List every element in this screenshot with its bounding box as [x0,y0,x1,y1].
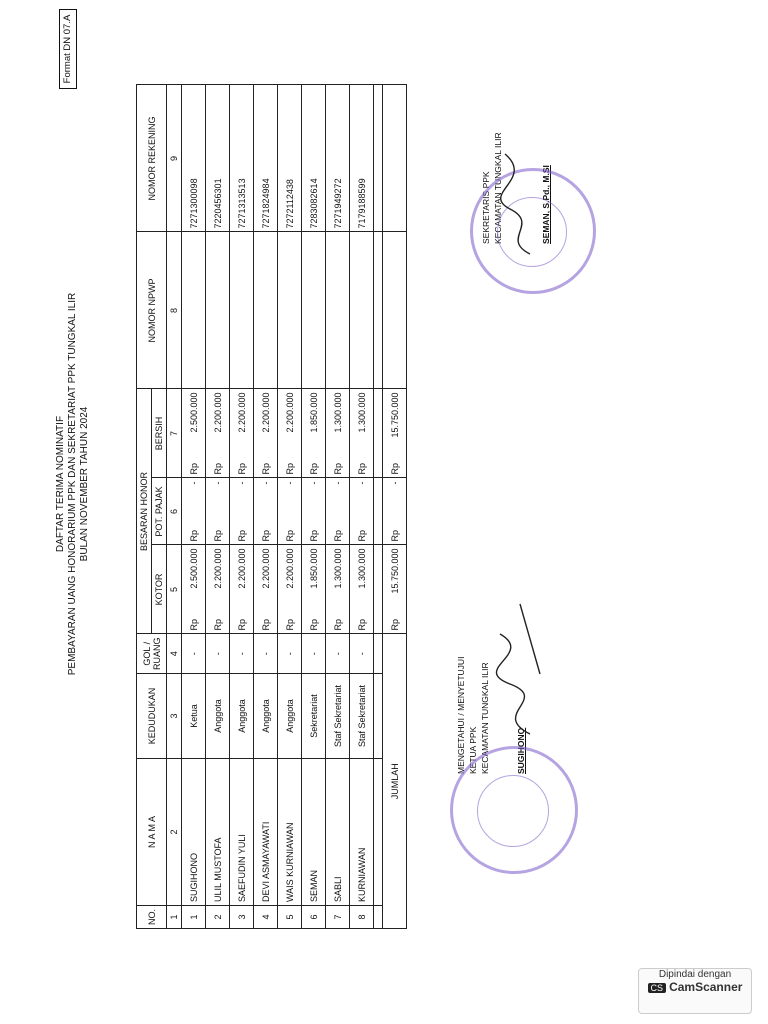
cell-kotor-value: 2.200.000 [284,548,295,589]
spacer-cell [374,478,383,545]
cell-rekening: 7271824984 [254,85,278,232]
cell-pajak [326,478,350,545]
cell-pajak-value: - [284,481,295,485]
cell-bersih [230,389,254,478]
cell-kedudukan: Anggota [230,673,254,758]
stamp-left [450,746,578,874]
cell-bersih [350,389,374,478]
camscanner-badge-icon: CS [648,983,667,993]
cell-pajak-value: - [212,481,223,485]
currency-label: Rp [236,529,247,542]
cell-kotor [206,545,230,634]
cell-kotor [230,545,254,634]
sig-right-line-2: KECAMATAN TUNGKAL ILIR [493,132,503,244]
currency-label: Rp [260,529,271,542]
table-row [350,85,374,929]
cell-kotor-value: 1.300.000 [356,548,367,589]
total-pajak-value: - [389,481,400,485]
cell-pajak-value: - [236,481,247,485]
currency-label: Rp [389,462,400,475]
table-row [182,85,206,929]
spacer-cell [374,85,383,232]
cell-kotor-value: 2.200.000 [236,548,247,589]
column-number: 7 [167,389,182,478]
column-number: 2 [167,758,182,905]
document-title [55,164,91,804]
cell-gol: - [254,634,278,674]
cell-npwp [230,232,254,389]
spacer-cell [374,905,383,928]
currency-label: Rp [188,618,199,631]
table-row [302,85,326,929]
cell-no: 1 [182,905,206,928]
cell-npwp [302,232,326,389]
total-bersih-value: 15.750.000 [389,392,400,438]
sig-right-name: SEMAN, S.Pd., M.SI [541,165,551,244]
currency-label: Rp [284,462,295,475]
cell-pajak-value: - [332,481,343,485]
cell-gol: - [350,634,374,674]
signature-scribble-left [480,574,560,744]
cell-pajak-value: - [308,481,319,485]
cell-pajak-value: - [188,481,199,485]
header-no: NO. [137,905,167,928]
cell-kotor-value: 2.200.000 [212,548,223,589]
currency-label: Rp [212,462,223,475]
cell-bersih [278,389,302,478]
spacer-cell [374,758,383,905]
header-bersih: BERSIH [152,389,167,478]
spacer-cell [374,673,383,758]
currency-label: Rp [212,618,223,631]
cell-rekening: 7220456301 [206,85,230,232]
cell-pajak-value: - [356,481,367,485]
cell-nama: WAIS KURNIAWAN [278,758,302,905]
cell-kedudukan: Sekretariat [302,673,326,758]
cell-nama: SABLI [326,758,350,905]
spacer-row [374,85,383,929]
cell-kotor [254,545,278,634]
cell-gol: - [302,634,326,674]
table-row [278,85,302,929]
sig-left-line-3: KECAMATAN TUNGKAL ILIR [480,662,490,774]
cell-rekening: 7283082614 [302,85,326,232]
table-row [230,85,254,929]
currency-label: Rp [356,462,367,475]
header-rekening: NOMOR REKENING [137,85,167,232]
header-kedudukan: KEDUDUKAN [137,673,167,758]
spacer-cell [374,634,383,674]
cell-kedudukan: Anggota [254,673,278,758]
cell-nama: DEVI ASMAYAWATI [254,758,278,905]
cell-kotor [182,545,206,634]
title-line-2: PEMBAYARAN UANG HONORARIUM PPK DAN SEKRETARIAT PPK TUNGKAL ILIR [67,292,78,676]
nominative-table [136,84,407,929]
currency-label: Rp [389,529,400,542]
sig-left-name: SUGIHONO [516,727,526,774]
cell-kedudukan: Staf Sekretariat [326,673,350,758]
cell-pajak-value: - [260,481,271,485]
currency-label: Rp [188,529,199,542]
cell-kotor [350,545,374,634]
cell-rekening: 7179188599 [350,85,374,232]
currency-label: Rp [356,618,367,631]
cell-kedudukan: Anggota [278,673,302,758]
column-number: 4 [167,634,182,674]
cell-kotor [302,545,326,634]
spacer-cell [374,545,383,634]
title-line-3: BULAN NOVEMBER TAHUN 2024 [79,406,90,562]
cell-kedudukan: Ketua [182,673,206,758]
column-number: 9 [167,85,182,232]
cell-gol: - [230,634,254,674]
currency-label: Rp [332,529,343,542]
stamp-left-inner [477,775,549,847]
cell-bersih [206,389,230,478]
total-pajak [383,478,407,545]
total-rekening [383,85,407,232]
cell-nama: SUGIHONO [182,758,206,905]
camscanner-brand: CamScanner [669,980,743,994]
cell-pajak [230,478,254,545]
currency-label: Rp [356,529,367,542]
cell-no: 4 [254,905,278,928]
sig-right-line-1: SEKRETARIS PPK [481,171,491,244]
cell-kedudukan: Anggota [206,673,230,758]
cell-kotor-value: 2.200.000 [260,548,271,589]
currency-label: Rp [308,462,319,475]
currency-label: Rp [212,529,223,542]
column-number: 3 [167,673,182,758]
cell-bersih-value: 1.300.000 [332,392,343,433]
table-row [326,85,350,929]
column-number: 5 [167,545,182,634]
cell-no: 3 [230,905,254,928]
cell-rekening: 7271949272 [326,85,350,232]
cell-bersih [182,389,206,478]
cell-rekening: 7271313513 [230,85,254,232]
spacer-cell [374,232,383,389]
cell-npwp [254,232,278,389]
cell-nama: SEMAN [302,758,326,905]
cell-bersih-value: 2.200.000 [284,392,295,433]
currency-label: Rp [260,618,271,631]
sig-left-line-2: KETUA PPK [468,726,478,774]
cell-gol: - [326,634,350,674]
cell-npwp [350,232,374,389]
cell-no: 2 [206,905,230,928]
cell-bersih-value: 2.200.000 [260,392,271,433]
cell-bersih [254,389,278,478]
currency-label: Rp [332,618,343,631]
cell-kotor-value: 1.300.000 [332,548,343,589]
column-number: 1 [167,905,182,928]
cell-npwp [278,232,302,389]
header-gol: GOL / RUANG [137,634,167,674]
cell-kedudukan: Staf Sekretariat [350,673,374,758]
camscanner-line1: Dipindai dengan [658,969,732,980]
total-npwp [383,232,407,389]
total-bersih [383,389,407,478]
total-kotor-value: 15.750.000 [389,548,400,594]
cell-rekening: 7271300098 [182,85,206,232]
cell-kotor [278,545,302,634]
column-number: 8 [167,232,182,389]
currency-label: Rp [236,618,247,631]
cell-no: 5 [278,905,302,928]
cell-pajak [302,478,326,545]
cell-no: 6 [302,905,326,928]
currency-label: Rp [260,462,271,475]
cell-pajak [350,478,374,545]
column-number-row [167,85,182,929]
cell-nama: ULIL MUSTOFA [206,758,230,905]
cell-npwp [326,232,350,389]
cell-npwp [182,232,206,389]
cell-kotor-value: 1.850.000 [308,548,319,589]
header-besaran: BESARAN HONOR [137,389,152,634]
cell-pajak [254,478,278,545]
currency-label: Rp [332,462,343,475]
camscanner-watermark [638,968,752,1014]
cell-rekening: 7272112438 [278,85,302,232]
cell-no: 8 [350,905,374,928]
cell-bersih-value: 1.850.000 [308,392,319,433]
total-kotor [383,545,407,634]
spacer-cell [374,389,383,478]
cell-bersih-value: 2.200.000 [212,392,223,433]
table-row [254,85,278,929]
cell-pajak [182,478,206,545]
currency-label: Rp [284,618,295,631]
cell-no: 7 [326,905,350,928]
cell-kotor-value: 2.500.000 [188,548,199,589]
currency-label: Rp [308,529,319,542]
currency-label: Rp [308,618,319,631]
header-kotor: KOTOR [152,545,167,634]
cell-bersih-value: 2.500.000 [188,392,199,433]
header-nama: N A M A [137,758,167,905]
cell-gol: - [278,634,302,674]
table-body [182,85,407,929]
table-row [206,85,230,929]
cell-nama: SAEFUDIN YULI [230,758,254,905]
sig-left-line-1: MENGETAHUI / MENYETUJUI [456,656,466,774]
cell-bersih-value: 2.200.000 [236,392,247,433]
cell-kotor [326,545,350,634]
cell-gol: - [182,634,206,674]
cell-bersih [326,389,350,478]
cell-pajak [278,478,302,545]
currency-label: Rp [389,618,400,631]
cell-nama: KURNIAWAN [350,758,374,905]
title-line-1: DAFTAR TERIMA NOMINATIF [55,415,66,553]
cell-bersih-value: 1.300.000 [356,392,367,433]
header-pajak: POT. PAJAK [152,478,167,545]
currency-label: Rp [236,462,247,475]
header-npwp: NOMOR NPWP [137,232,167,389]
total-label: JUMLAH [383,634,407,929]
currency-label: Rp [284,529,295,542]
currency-label: Rp [188,462,199,475]
format-label: Format DN 07.A [59,9,77,89]
total-row [383,85,407,929]
signature-scribble-right [490,124,550,264]
cell-pajak [206,478,230,545]
cell-gol: - [206,634,230,674]
cell-npwp [206,232,230,389]
cell-bersih [302,389,326,478]
column-number: 6 [167,478,182,545]
